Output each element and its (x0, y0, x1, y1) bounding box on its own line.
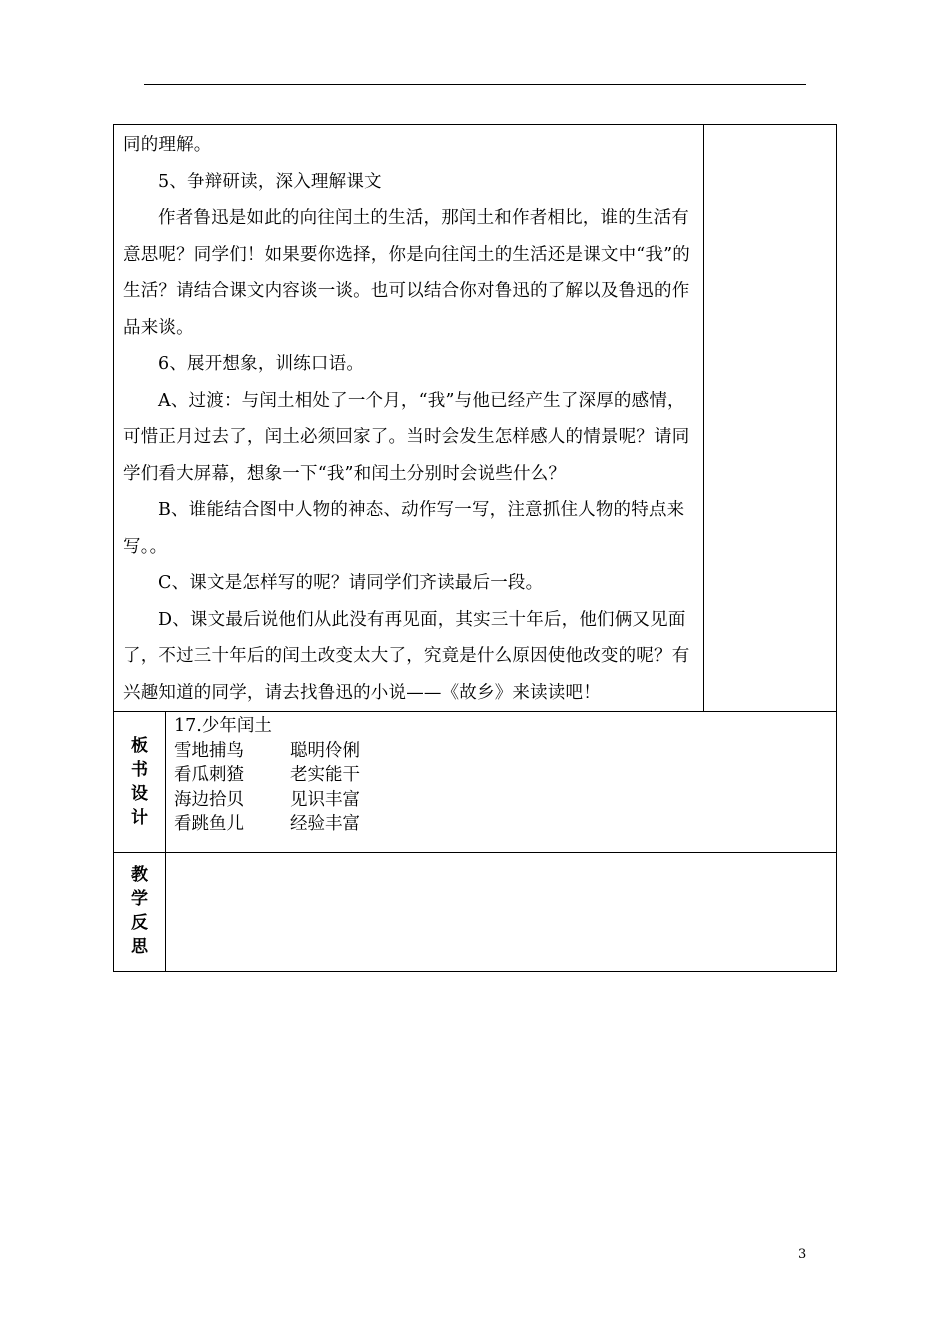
board-row-left: 看瓜刺猹 (174, 765, 244, 785)
board-row (174, 812, 836, 837)
lesson-content-row (114, 125, 837, 712)
board-row-right: 老实能干 (290, 765, 360, 785)
board-row-right: 经验丰富 (290, 814, 360, 834)
board-row (174, 788, 836, 813)
paragraph: 同的理解。 (123, 135, 212, 155)
paragraph: C、课文是怎样写的呢？请同学们齐读最后一段。 (158, 573, 544, 593)
board-design-label-cell (114, 712, 166, 853)
board-row-right: 见识丰富 (290, 789, 360, 810)
notes-column-cell (704, 125, 837, 712)
board-row-left: 雪地捕鸟 (174, 740, 244, 761)
board-design-label: 板 书 设 计 (131, 736, 148, 828)
board-row-right: 聪明伶俐 (290, 740, 360, 761)
board-design-row (114, 712, 837, 853)
board-row (174, 763, 836, 788)
paragraph: 5、争辩研读，深入理解课文 (158, 171, 382, 192)
board-design-content-cell (166, 712, 837, 853)
lesson-content-cell (114, 125, 704, 712)
lesson-content (114, 125, 703, 711)
paragraph: D、课文最后说他们从此没有再见面，其实三十年后，他们俩又见面了，不过三十年后的闰土改变太大了，究竟是什么原因使他改变的呢？有兴趣知道的同学，请去找鲁迅的小说——《故乡》来读读吧！ (123, 609, 690, 703)
paragraph: 作者鲁迅是如此的向往闰土的生活，那闰土和作者相比，谁的生活有意思呢？同学们！如果要你选择，你是向往闰土的生活还是课文中“我”的生活？请结合课文内容谈一谈。也可以结合你对鲁迅的了解以及鲁迅的作品来谈。 (123, 208, 690, 338)
paragraph: B、谁能结合图中人物的神态、动作写一写，注意抓住人物的特点来写。。 (123, 500, 685, 557)
header-rule (144, 84, 806, 85)
board-row-left: 海边拾贝 (174, 789, 244, 810)
lesson-plan-table (113, 124, 837, 972)
paragraph: 6、展开想象，训练口语。 (158, 354, 365, 374)
board-design-content (166, 712, 836, 837)
reflection-label-cell (114, 853, 166, 972)
board-title: 17.少年闰土 (174, 716, 272, 736)
page-number: 3 (798, 1247, 807, 1262)
reflection-label: 教 学 反 思 (131, 865, 148, 957)
paragraph: A、过渡：与闰土相处了一个月，“我”与他已经产生了深厚的感情，可惜正月过去了，闰土必须回家了。当时会发生怎样感人的情景呢？请同学们看大屏幕，想象一下“我”和闰土分别时会说些什么？ (123, 390, 690, 484)
reflection-row (114, 853, 837, 972)
reflection-content-cell (166, 853, 837, 972)
board-row (174, 739, 836, 764)
board-row-left: 看跳鱼儿 (174, 814, 244, 834)
